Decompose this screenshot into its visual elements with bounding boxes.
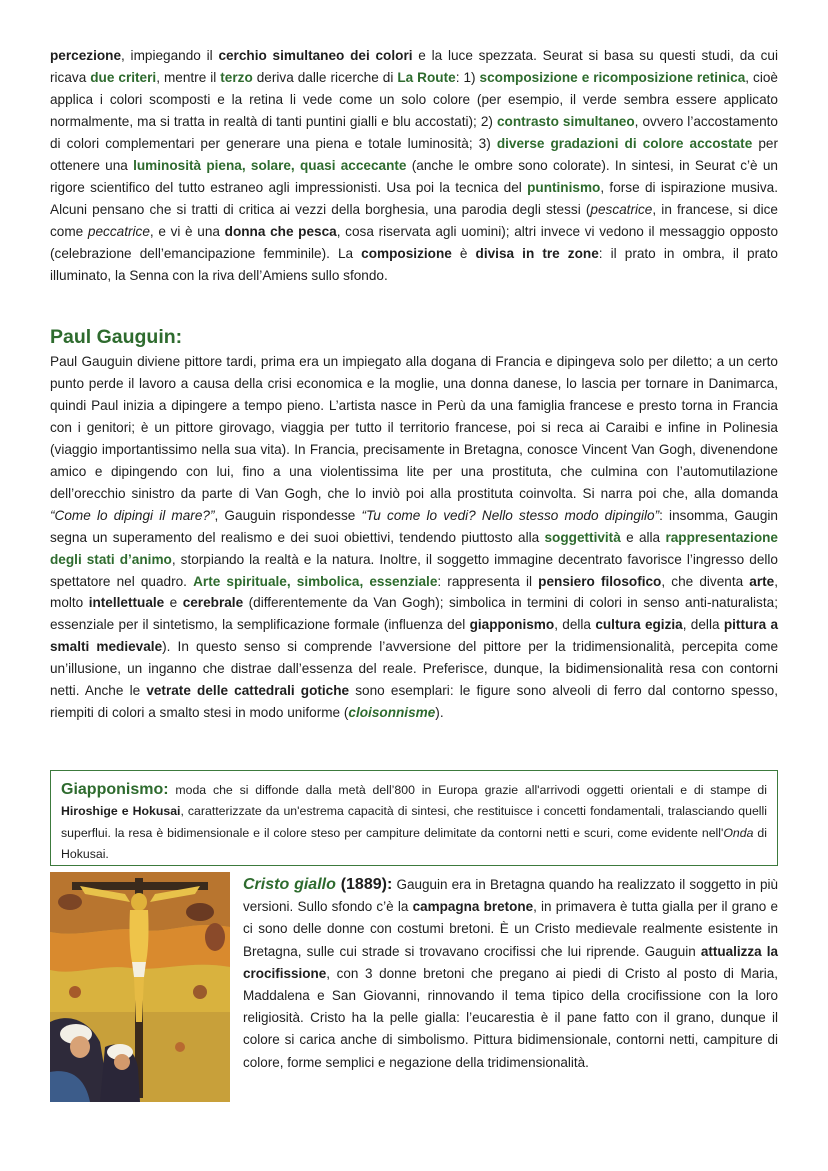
text-run: e la luce spezzata. Seurat si basa su questi studi, da cui ricava	[50, 48, 778, 85]
text-run: Hiroshige e Hokusai	[61, 804, 181, 819]
text-run: diverse gradazioni di colore accostate	[496, 135, 753, 151]
text-run: pittura a smalti medievale	[50, 617, 778, 655]
text-run: composizione	[361, 245, 452, 261]
cristo-giallo-description	[243, 874, 778, 1074]
text-run: cultura egizia	[595, 617, 683, 633]
text-run: intellettuale	[88, 595, 165, 611]
text-run: terzo	[220, 69, 253, 85]
artwork-title: Cristo giallo	[243, 876, 336, 893]
text-run: campagna bretone	[412, 899, 534, 915]
text-run: ). In questo senso si comprende l’avversione del pittore per la tridimensionalità, percepita come un’illusione, un inganno che distrae dall’essenza del reale. Preferisce, dunque, la bidimensionalità resa con contorni netti. Anche le	[50, 639, 779, 699]
text-run: : 1)	[455, 69, 480, 85]
text-run: contrasto simultaneo	[496, 113, 635, 129]
text-run: cerchio simultaneo dei colori	[218, 48, 413, 63]
text-run: , Gauguin rispondesse	[214, 507, 362, 523]
text-run: , caratterizzate da un'estrema capacità di sintesi, che restituisce i concetti fondamentali, tralasciando quelli superflui. la resa è bidimensionale e il colore steso per campiture delimitate da contorni netti e scuri, come evidente nell'	[61, 804, 767, 840]
text-run: , mentre il	[156, 69, 221, 85]
text-run: moda che si diffonde dalla metà dell’800 in Europa grazie all'arrivodi oggetti orientali e di stampe di	[168, 783, 767, 797]
text-run: , in primavera è tutta gialla per il grano e ci sono delle donne con costumi bretoni. È un Cristo medievale realmente esistente in Bretagna, sulle cui strade si trovavano crocifissi che lui riprende. Gauguin	[243, 899, 778, 959]
text-run: , forse di ispirazione musiva. Alcuni pensano che si tratti di critica ai vezzi della borghesia, una parodia degli stessi (	[50, 179, 778, 217]
text-run: soggettività	[544, 529, 621, 545]
text-run: donna che pesca	[224, 223, 337, 239]
text-run: cloisonnisme	[348, 705, 436, 721]
text-run: , con 3 donne bretoni che pregano ai piedi di Cristo al posto di Maria, Maddalena e San Giovanni, rinnovando il tema tipico della crocifissione con la loro religiosità. Cristo ha la pelle gialla: l’eucarestia è il pane fatto con il grano, dunque il colore si carica anche di simbolismo. Pittura bidimensionale, contorni netti, campiture di colore, forme semplici e negazione della tridimensionalità.	[243, 965, 778, 1070]
text-run: pescatrice	[590, 201, 653, 217]
text-run: due criteri	[90, 69, 157, 85]
text-run: luminosità piena, solare, quasi accecante	[133, 157, 407, 173]
text-run: , ovvero l’accostamento di colori complementari per generare una piena e totale luminosità; 3)	[50, 113, 778, 151]
text-run: divisa in tre zone	[475, 245, 599, 261]
text-run: , cosa riservata agli uomini); altri invece vi vedono il messaggio opposto (celebrazione dell’emancipazione femminile). La	[50, 223, 779, 261]
gauguin-paragraph	[50, 351, 778, 724]
text-run: Gauguin era in Bretagna quando ha realizzato il soggetto in più versioni. Sullo sfondo c’è la	[243, 877, 779, 915]
text-run: giapponismo	[469, 617, 555, 633]
text-run: puntinismo	[527, 179, 601, 195]
text-run: (differentemente da Van Gogh); simbolica in termini di colori in senso anti-naturalista; essenziale per il sintetismo, la semplificazione formale (influenza del	[50, 595, 778, 633]
text-run: Arte spirituale, simbolica, essenziale	[193, 573, 438, 589]
text-run: , e vi è una	[149, 223, 225, 239]
text-run: , della	[554, 617, 596, 633]
text-run: , che diventa	[661, 573, 750, 589]
text-run: , cioè applica i colori scomposti e la retina li vede come un solo colore (per esempio, il verde sembra essere applicato normalmente, ma si tratta in realtà di tanti puntini gialli e blu accostati); 2)	[50, 69, 778, 129]
text-run: La Route	[397, 69, 456, 85]
yellow-christ-painting	[50, 872, 230, 1102]
text-run: per ottenere una	[50, 135, 778, 173]
text-run: : insomma, Gaugin segna un superamento del realismo e dei suoi obiettivi, tendendo piuttosto alla	[50, 507, 778, 545]
text-run: : rappresenta il	[437, 573, 539, 589]
text-run: peccatrice	[87, 223, 150, 239]
text-run: vetrate delle cattedrali gotiche	[146, 683, 350, 699]
text-run: è	[451, 245, 476, 261]
text-run: cerebrale	[182, 595, 244, 611]
box-title: Giapponismo:	[61, 781, 169, 798]
text-run: “Tu come lo vedi? Nello stesso modo dipingilo”	[361, 507, 660, 523]
text-run: : il prato in ombra, il prato illuminato, la Senna con la riva dell’Amiens sullo sfondo.	[50, 245, 778, 283]
artwork-year: (1889):	[335, 876, 393, 893]
giapponismo-box	[50, 770, 778, 866]
text-run: rappresentazione degli stati d’animo	[50, 529, 778, 567]
text-run: attualizza la crocifissione	[243, 943, 778, 981]
text-run: sono esemplari: le figure sono alveoli di ferro dal contorno spesso, riempiti di colori a smalto stesi in modo uniforme (	[50, 683, 778, 721]
text-run: “Come lo dipingi il mare?”	[50, 507, 215, 523]
text-run: di Hokusai.	[61, 825, 768, 861]
text-run: arte	[749, 573, 775, 589]
text-run: e alla	[620, 529, 666, 545]
text-run: deriva dalle ricerche di	[252, 69, 398, 85]
text-run: percezione	[50, 48, 122, 63]
text-run: pensiero filosofico	[538, 573, 662, 589]
text-run: Onda	[723, 825, 754, 840]
text-run: , molto	[50, 573, 779, 611]
text-run: Paul Gauguin diviene pittore tardi, prima era un impiegato alla dogana di Francia e dipingeva solo per diletto; a un certo punto perde il lavoro a causa della crisi economica e la moglie, una donna danese, lo lascia per tornare in Danimarca, quindi Paul inizia a dipingere a tempo pieno. L’artista nasce in Perù da una famiglia francese e presto torna in Francia con i genitori; è un pittore girovago, viaggia per tutto il territorio francese, poi si reca ai Caraibi e infine in Polinesia (viaggio importantissimo nella sua vita). In Francia, precisamente in Bretagna, conosce Vincent Van Gogh, divenendone amico e dipingendo con lui, fino a una violentissima lite per una prostituta, che culmina con l’automutilazione dell’orecchio sinistro da parte di Van Gogh, che lo inviò poi alla prostituta coinvolta. Si narra poi che, alla domanda	[50, 354, 778, 501]
text-run: , in francese, si dice come	[50, 201, 778, 239]
text-run: , della	[682, 617, 724, 633]
text-run: e	[164, 595, 183, 611]
text-run: , impiegando il	[121, 48, 219, 63]
section-heading: Paul Gauguin:	[50, 326, 183, 348]
text-run: scomposizione e ricomposizione retinica	[479, 69, 746, 85]
text-run: ).	[435, 705, 444, 721]
painting-image	[50, 872, 230, 1102]
text-run: , storpiando la realtà e la natura. Inoltre, il soggetto immagine decentrato favorisce l’ingresso dello spettatore nel quadro.	[50, 551, 778, 589]
seurat-paragraph	[50, 45, 778, 286]
text-run: (anche le ombre sono colorate). In sintesi, in Seurat c’è un rigore scientifico del tutto estraneo agli impressionisti. Usa poi la tecnica del	[50, 157, 778, 195]
